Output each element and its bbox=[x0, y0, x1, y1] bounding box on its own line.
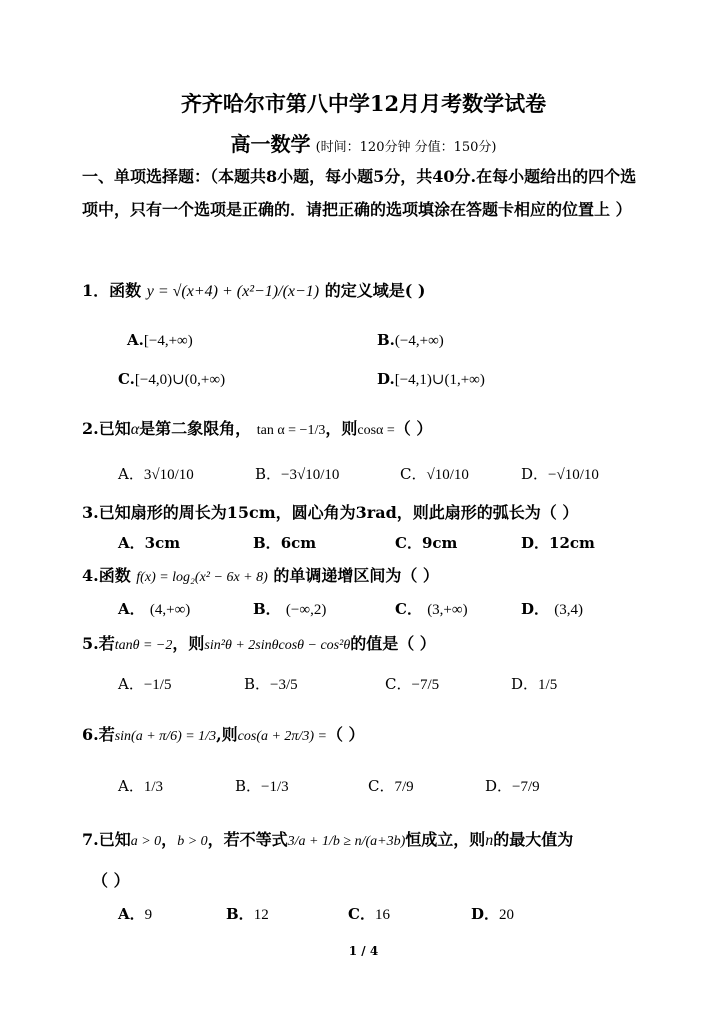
question-4: 4.函数 f(x) = log₂(x² − 6x + 8) 的单调递增区间为（ ） bbox=[82, 566, 439, 585]
formula-q7: 3/a + 1/b ≥ n/(a+3b) bbox=[287, 834, 406, 849]
question-1 bbox=[82, 278, 425, 301]
subject-label: 高一数学 bbox=[230, 132, 311, 156]
section-1-heading: 一、单项选择题：（本题共8小题，每小题5分，共40分.在每小题给出的四个选项中，只有一个选项是正确的．请把正确的选项填涂在答题卡相应的位置上 ） bbox=[82, 167, 637, 219]
q7-option-c[interactable]: C．16 bbox=[348, 905, 390, 923]
q5-option-c[interactable]: C．−7/5 bbox=[385, 675, 440, 693]
q5-option-a[interactable]: A．−1/5 bbox=[118, 675, 172, 693]
question-5: 5.若tanθ = −2，则sin²θ + 2sinθcosθ − cos²θ的值是（ ） bbox=[82, 634, 436, 653]
formula-q4: f(x) = log₂(x² − 6x + 8) bbox=[136, 570, 268, 585]
q7-option-d[interactable]: D．20 bbox=[471, 905, 515, 923]
q7-answer-blank: （ ） bbox=[92, 871, 130, 890]
q2-option-d[interactable]: D．−√10/10 bbox=[521, 465, 599, 483]
q6-option-b[interactable]: B．−1/3 bbox=[235, 777, 289, 795]
question-number: 1． bbox=[82, 281, 110, 300]
q1-option-b[interactable]: B.(−4,+∞) bbox=[377, 331, 444, 349]
question-3: 3.已知扇形的周长为15cm，圆心角为3rad，则此扇形的弧长为（ ） bbox=[82, 503, 579, 522]
q5-option-d[interactable]: D．1/5 bbox=[511, 675, 558, 693]
page-number: 1 / 4 bbox=[348, 944, 379, 958]
q6-option-d[interactable]: D．−7/9 bbox=[485, 777, 540, 795]
question-text: 函数 bbox=[109, 281, 142, 300]
q1-option-a[interactable]: A.[−4,+∞) bbox=[127, 331, 193, 349]
time-score-info: (时间：120分钟 分值：150分) bbox=[315, 140, 497, 155]
q3-option-d[interactable]: D．12cm bbox=[521, 534, 595, 552]
q2-option-b[interactable]: B．−3√10/10 bbox=[255, 465, 340, 483]
q7-option-b[interactable]: B．12 bbox=[226, 905, 269, 923]
q6-option-a[interactable]: A．1/3 bbox=[118, 777, 164, 795]
q5-option-b[interactable]: B．−3/5 bbox=[244, 675, 298, 693]
q2-option-a[interactable]: A．3√10/10 bbox=[118, 465, 194, 483]
formula-q2: tan α = −1/3 bbox=[256, 423, 326, 438]
formula-q1: y = √(x+4) + (x²−1)/(x−1) bbox=[146, 283, 320, 300]
q4-option-d[interactable]: D． (3,4) bbox=[521, 600, 583, 618]
q3-option-a[interactable]: A．3cm bbox=[118, 534, 181, 552]
exam-subtitle bbox=[0, 128, 727, 157]
q4-option-a[interactable]: A． (4,+∞) bbox=[118, 600, 191, 618]
q1-option-d[interactable]: D.[−4,1)∪(1,+∞) bbox=[377, 370, 485, 388]
question-6: 6.若sin(a + π/6) = 1/3,则cos(a + 2π/3) =（ ） bbox=[82, 725, 365, 744]
q3-option-c[interactable]: C．9cm bbox=[395, 534, 458, 552]
question-7: 7.已知a > 0，b > 0，若不等式3/a + 1/b ≥ n/(a+3b)恒成立，则n的最大值为 bbox=[82, 830, 574, 849]
q4-option-b[interactable]: B． (−∞,2) bbox=[253, 600, 327, 618]
q7-option-a[interactable]: A．9 bbox=[118, 905, 153, 923]
q4-option-c[interactable]: C． (3,+∞) bbox=[395, 600, 468, 618]
q3-option-b[interactable]: B．6cm bbox=[253, 534, 317, 552]
q6-option-c[interactable]: C．7/9 bbox=[368, 777, 414, 795]
exam-title: 齐齐哈尔市第八中学12月月考数学试卷 bbox=[180, 91, 547, 116]
question-text: 的定义域是( ) bbox=[324, 281, 426, 300]
question-2: 2.已知α是第二象限角， tan α = −1/3，则cosα =（ ） bbox=[82, 419, 433, 438]
q1-option-c[interactable]: C.[−4,0)∪(0,+∞) bbox=[118, 370, 226, 388]
q2-option-c[interactable]: C．√10/10 bbox=[400, 465, 469, 483]
